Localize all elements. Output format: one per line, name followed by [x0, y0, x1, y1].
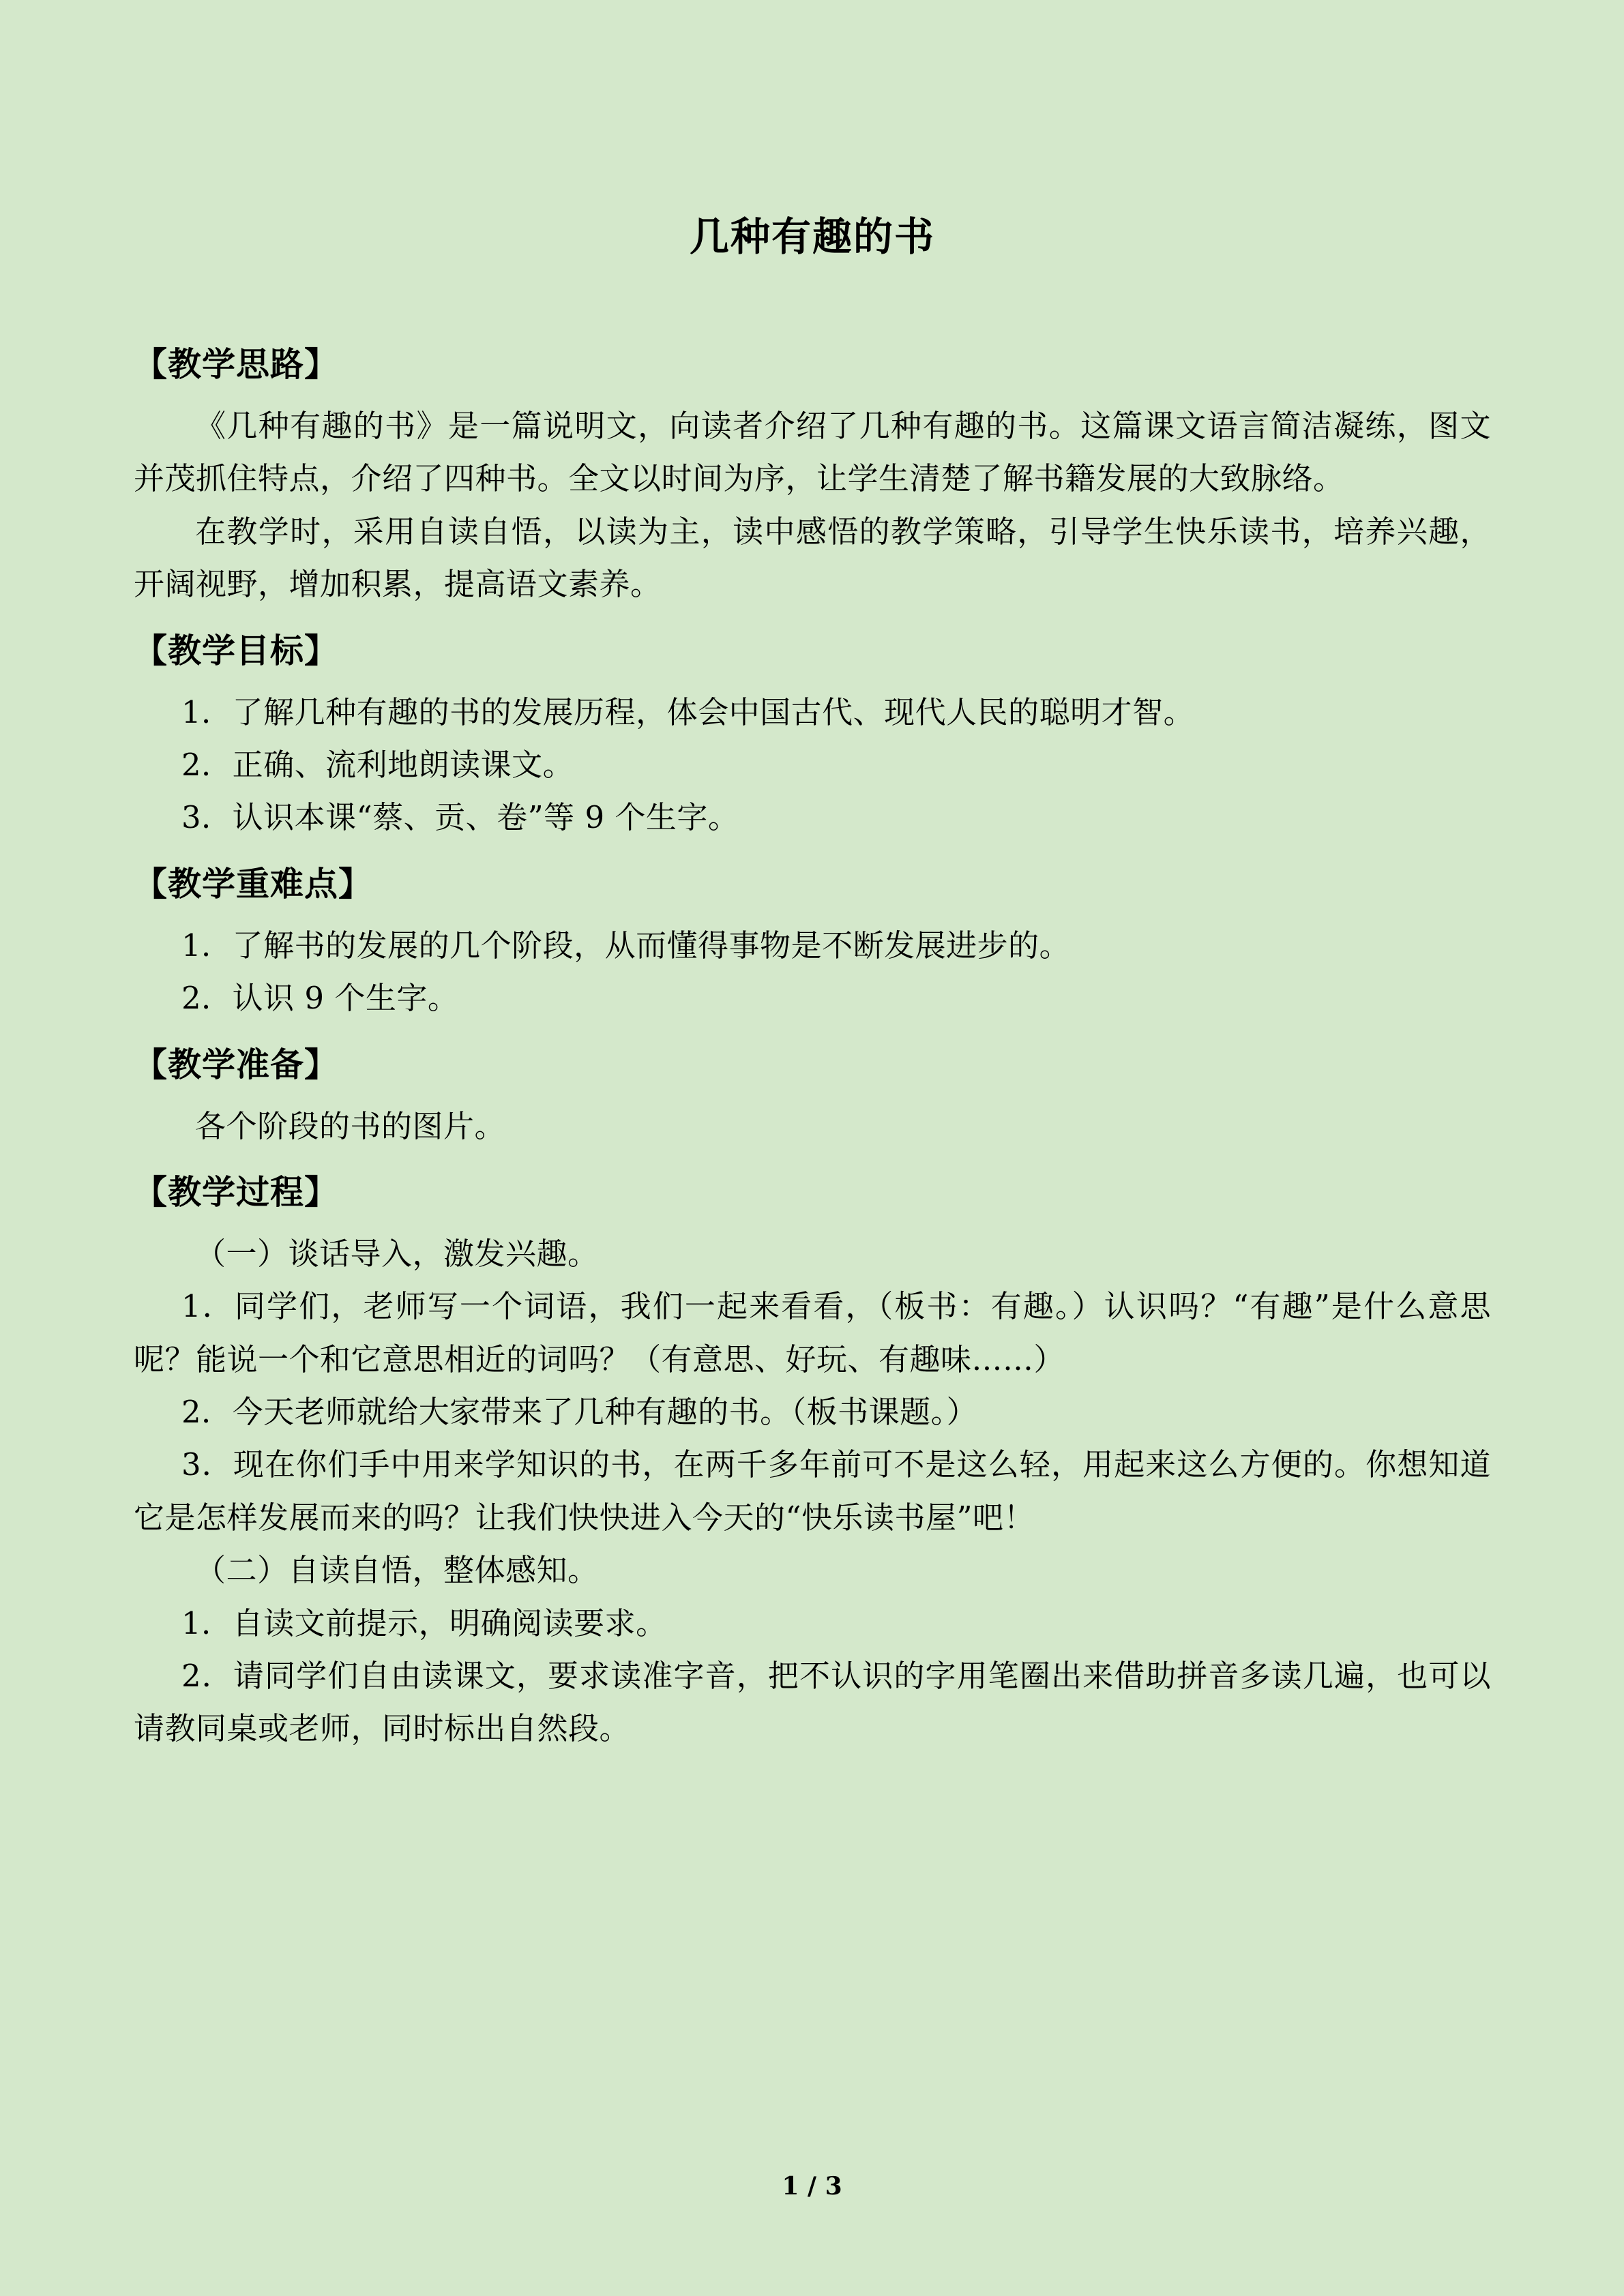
paragraph: 3．现在你们手中用来学知识的书，在两千多年前可不是这么轻，用起来这么方便的。你想知道它是怎样发展而来的吗？让我们快快进入今天的“快乐读书屋”吧！	[134, 1446, 1491, 1536]
section-heading-objectives: 【教学目标】	[134, 630, 339, 670]
document-content	[134, 0, 1491, 1755]
page-number: 1 / 3	[782, 2172, 842, 2201]
paragraph: 1．了解几种有趣的书的发展历程，体会中国古代、现代人民的聪明才智。	[181, 694, 1195, 730]
paragraph: 1．了解书的发展的几个阶段，从而懂得事物是不断发展进步的。	[181, 927, 1071, 964]
paragraph: 各个阶段的书的图片。	[195, 1107, 506, 1144]
section-heading-process: 【教学过程】	[134, 1172, 339, 1212]
paragraph: 1．同学们，老师写一个词语，我们一起来看看，（板书：有趣。）认识吗？“有趣”是什么意思呢？能说一个和它意思相近的词吗？（有意思、好玩、有趣味……）	[134, 1288, 1491, 1377]
paragraph: 2．正确、流利地朗读课文。	[181, 746, 574, 783]
section-heading-preparation: 【教学准备】	[134, 1044, 339, 1084]
paragraph: 《几种有趣的书》是一篇说明文，向读者介绍了几种有趣的书。这篇课文语言简洁凝练，图文并茂抓住特点，介绍了四种书。全文以时间为序，让学生清楚了解书籍发展的大致脉络。	[134, 408, 1491, 497]
section-heading-teaching-approach: 【教学思路】	[134, 344, 339, 384]
paragraph: （二）自读自悟，整体感知。	[195, 1552, 599, 1589]
paragraph: （一）谈话导入，激发兴趣。	[195, 1235, 599, 1272]
paragraph: 1．自读文前提示，明确阅读要求。	[181, 1605, 667, 1641]
paragraph: 3．认识本课“蔡、贡、卷”等 9 个生字。	[181, 799, 739, 836]
paragraph: 2．今天老师就给大家带来了几种有趣的书。（板书课题。）	[181, 1394, 978, 1431]
section-heading-key-points: 【教学重难点】	[134, 863, 373, 904]
paragraph: 2．请同学们自由读课文，要求读准字音，把不认识的字用笔圈出来借助拼音多读几遍，也可以请教同桌或老师，同时标出自然段。	[134, 1658, 1491, 1747]
paragraph: 在教学时，采用自读自悟，以读为主，读中感悟的教学策略，引导学生快乐读书，培养兴趣，开阔视野，增加积累，提高语文素养。	[134, 513, 1491, 603]
page-title: 几种有趣的书	[689, 213, 935, 260]
paragraph: 2．认识 9 个生字。	[181, 980, 459, 1017]
